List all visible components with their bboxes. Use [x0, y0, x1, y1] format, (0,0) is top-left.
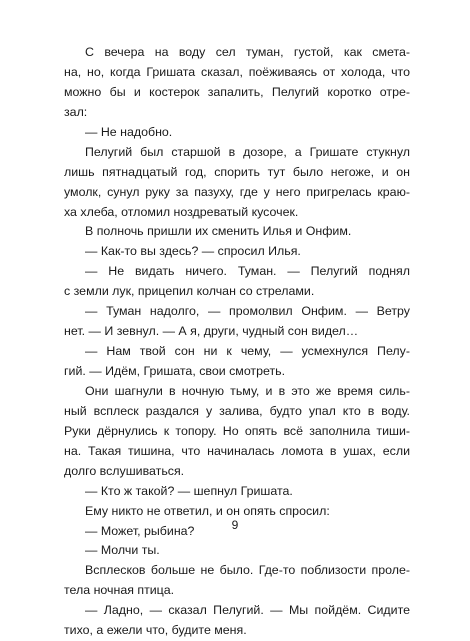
text-line: Они шагнули в ночную тьму, и в это же время силь-: [85, 383, 410, 398]
text-line: — Молчи ты.: [85, 543, 160, 558]
text-line: зал:: [64, 104, 88, 119]
text-line: с земли лук, прицепил колчан со стрелами.: [64, 284, 315, 299]
body-text: [64, 43, 410, 641]
text-line: — Не надобно.: [85, 124, 173, 139]
page-number: 9: [231, 518, 239, 532]
text-line: — Ладно, — сказал Пелугий. — Мы пойдём. Сидите: [85, 603, 410, 618]
text-line: долго вслушиваться.: [64, 463, 185, 478]
text-line: тихо, а ежели что, будите меня.: [64, 623, 247, 638]
text-line: Руки дёрнулись к топору. Но опять всё заполнила тиши-: [64, 423, 410, 438]
text-line: Ему никто не ответил, и он опять спросил:: [85, 503, 330, 518]
text-line: — Туман надолго, — промолвил Онфим. — Ветру: [85, 304, 410, 319]
text-line: тела ночная птица.: [64, 583, 175, 598]
text-line: В полночь пришли их сменить Илья и Онфим.: [85, 224, 352, 239]
text-line: — Не видать ничего. Туман. — Пелугий поднял: [85, 264, 410, 279]
text-line: — Как-то вы здесь? — спросил Илья.: [85, 244, 301, 259]
text-line: нет. — И зевнул. — А я, други, чудный сон видел…: [64, 324, 359, 339]
text-line: на. Такая тишина, что начиналась ломота в ушах, если: [64, 443, 410, 458]
text-line: умолк, сунул руку за пазуху, где у него пригрелась краю-: [64, 184, 410, 199]
text-line: — Кто ж такой? — шепнул Гришата.: [85, 483, 293, 498]
text-line: на, но, когда Гришата сказал, поёживаясь от холода, что: [64, 64, 410, 79]
text-line: лишь пятнадцатый год, спорить тут было негоже, и он: [64, 164, 410, 179]
text-line: Всплесков больше не было. Где-то поблизости проле-: [85, 563, 410, 578]
text-line: С вечера на воду сел туман, густой, как смета-: [85, 45, 410, 59]
text-line: ха хлеба, отломил ноздреватый кусочек.: [64, 204, 299, 219]
text-line: можно бы и костерок запалить, Пелугий коротко отре-: [64, 84, 410, 99]
text-line: гий. — Идём, Гришата, свои смотреть.: [64, 364, 286, 378]
text-line: ный всплеск раздался у залива, будто упал кто в воду.: [64, 403, 410, 418]
text-line: Пелугий был старшой в дозоре, а Гришате стукнул: [85, 144, 410, 159]
text-line: — Нам твой сон ни к чему, — усмехнулся Пелу-: [85, 344, 410, 359]
text-line: — Может, рыбина?: [85, 523, 195, 538]
